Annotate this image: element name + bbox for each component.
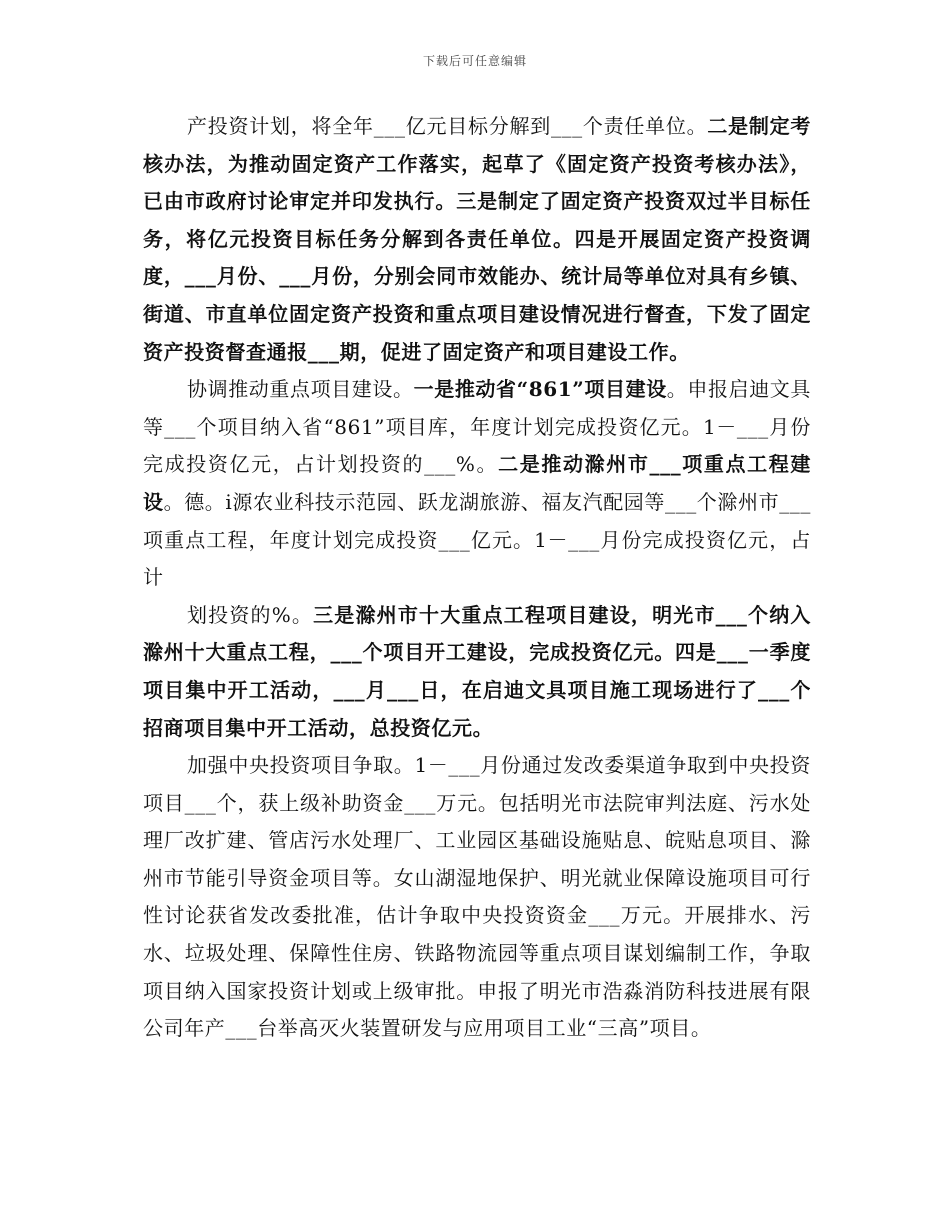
paragraph-investment-plan bbox=[143, 108, 811, 371]
text-run-bold: 二是制定考核办法，为推动固定资产工作落实，起草了《固定资产投资考核办法》，已由市政府讨论审定并印发执行。三是制定了固定资产投资双过半目标任务，将亿元投资目标任务分解到各责任单位。四是开展固定资产投资调度，___月份、___月份，分别会同市效能办、统计局等单位对具有乡镇、街道、市直单位固定资产投资和重点项目建设情况进行督查，下发了固定资产投资督查通报___期，促进了固定资产和项目建设工作。 bbox=[143, 114, 811, 364]
paragraph-ten-major-projects bbox=[143, 597, 811, 747]
paragraph-central-investment bbox=[143, 747, 811, 1048]
text-run: 加强中央投资项目争取。1－___月份通过发改委渠道争取到中央投资项目___个，获上级补助资金___万元。包括明光市法院审判法庭、污水处理厂改扩建、管店污水处理厂、工业园区基础设施贴息、皖贴息项目、滁州市节能引导资金项目等。女山湖湿地保护、明光就业保障设施项目可行性讨论获省发改委批准，估计争取中央投资资金___万元。开展排水、污水、垃圾处理、保障性住房、铁路物流园等重点项目谋划编制工作，争取项目纳入国家投资计划或上级审批。申报了明光市浩淼消防科技进展有限公司年产___台举高灭火装置研发与应用项目工业“三高”项目。 bbox=[143, 753, 811, 1041]
text-run: 划投资的%。 bbox=[187, 602, 314, 627]
text-run: 。申报启迪文具等___个项目纳入省“861”项目库，年度计划完成投资亿元。1－___月份完成投资亿元，占计划投资的___%。 bbox=[143, 377, 812, 477]
text-run-bold: 二是推动滁州市___项重点工程建设 bbox=[143, 452, 811, 514]
page-header: 下载后可任意编辑 bbox=[422, 54, 527, 68]
text-run-bold: 三是滁州市十大重点工程项目建设，明光市___个纳入滁州十大重点工程，___个项目开工建设，完成投资亿元。四是___一季度项目集中开工活动，___月___日，在启迪文具项目施工现场进行了___个招商项目集中开工活动，总投资亿元。 bbox=[143, 602, 812, 740]
text-run: 产投资计划，将全年___亿元目标分解到___个责任单位。 bbox=[187, 114, 708, 138]
paragraph-key-projects bbox=[143, 371, 811, 597]
document-body bbox=[143, 108, 811, 1048]
text-run: 协调推动重点项目建设。 bbox=[187, 377, 414, 402]
text-run: 。德。i源农业科技示范园、跃龙湖旅游、福友汽配园等___个滁州市___项重点工程，年度计划完成投资___亿元。1－___月份完成投资亿元，占计 bbox=[143, 489, 812, 590]
text-run-bold: 一是推动省“861”项目建设 bbox=[413, 377, 667, 402]
